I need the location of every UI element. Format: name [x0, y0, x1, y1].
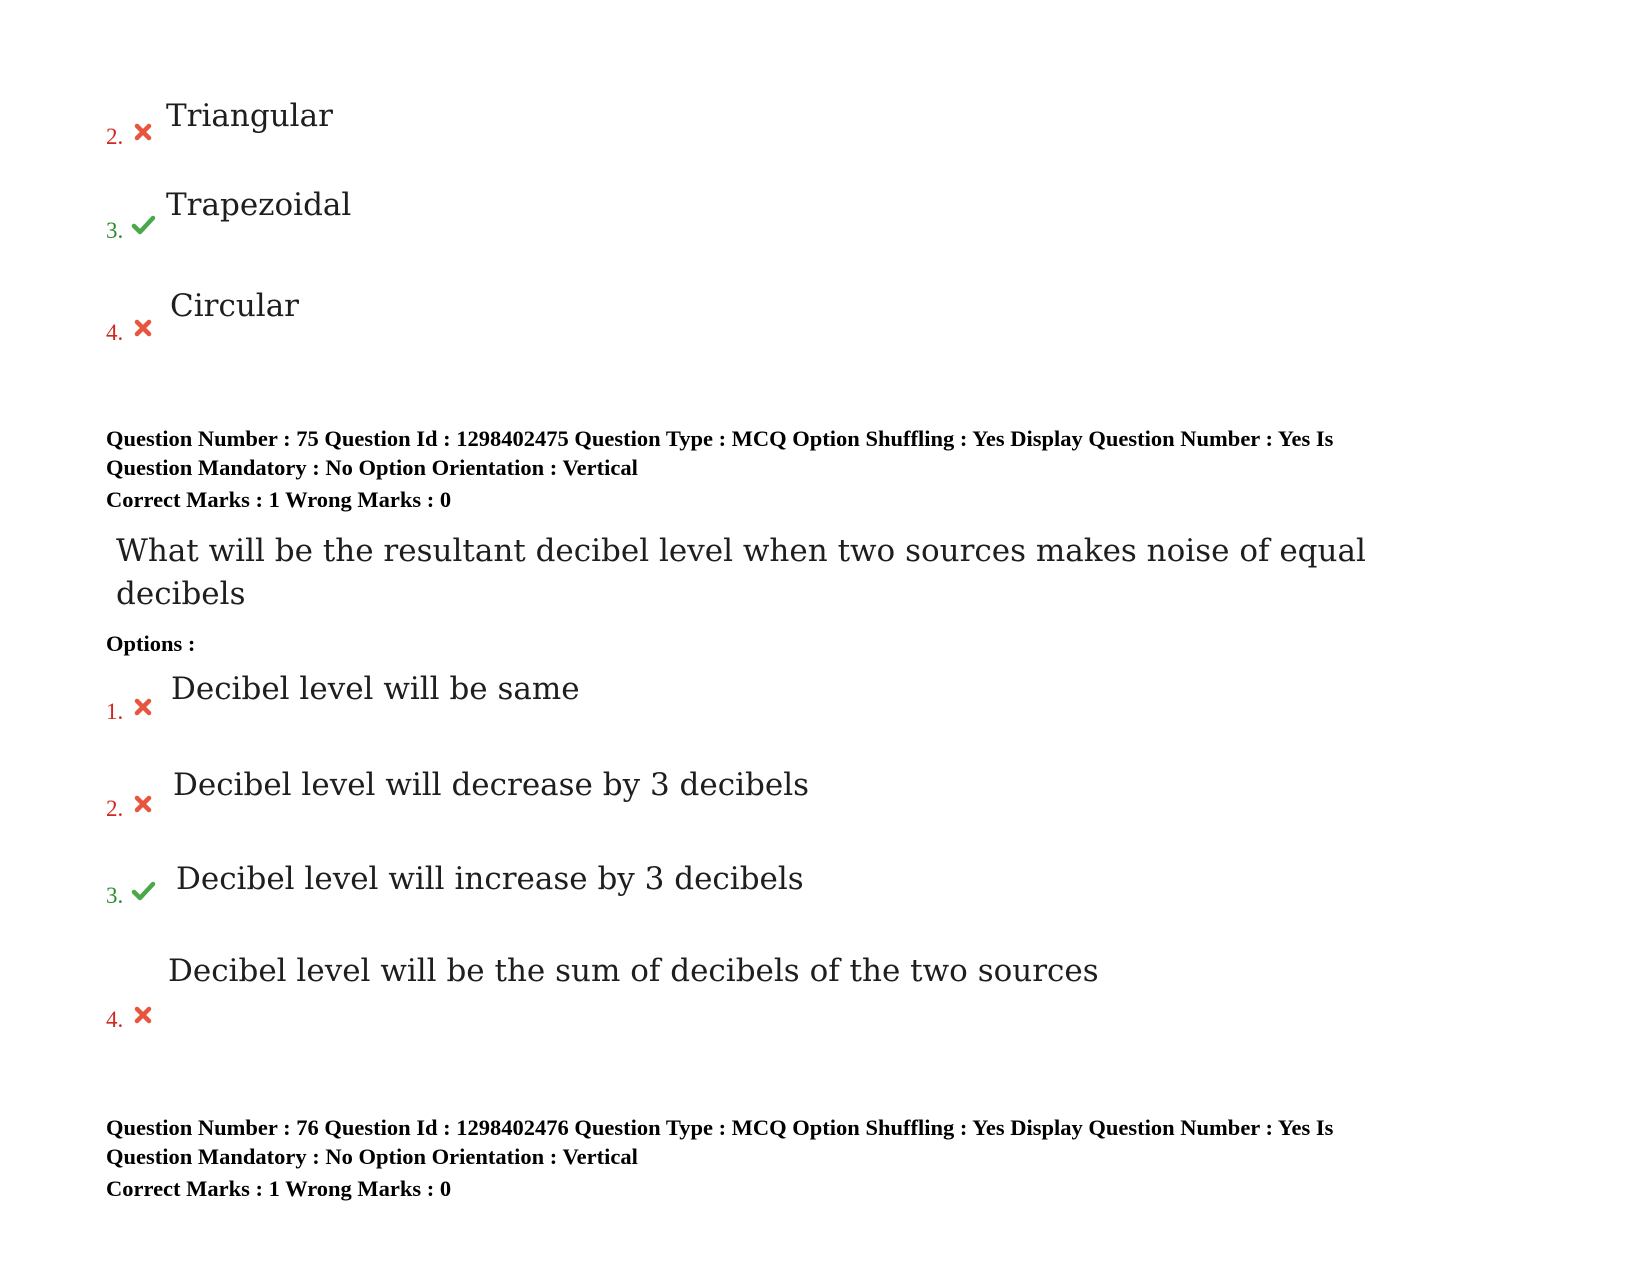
question-75-marks: Correct Marks : 1 Wrong Marks : 0	[106, 487, 452, 512]
options-label: Options :	[106, 631, 196, 656]
option-number: 3.	[106, 218, 124, 243]
check-icon	[130, 879, 156, 903]
option-number: 2.	[106, 796, 124, 821]
cross-icon	[131, 120, 155, 144]
question-76-marks: Correct Marks : 1 Wrong Marks : 0	[106, 1176, 452, 1201]
meta-line: Question Mandatory : No Option Orientation : Vertical	[106, 1144, 638, 1169]
meta-line: Question Number : 75 Question Id : 1298402475 Question Type : MCQ Option Shuffling : Yes Display Question Number : Yes Is	[106, 426, 1334, 451]
question-text-line: decibels	[116, 576, 246, 612]
option-number: 1.	[106, 699, 124, 724]
cross-icon	[131, 792, 155, 816]
option-number: 3.	[106, 883, 124, 908]
cross-icon	[131, 1003, 155, 1027]
question-text-line: What will be the resultant decibel level when two sources makes noise of equal	[116, 533, 1366, 569]
option-text: Decibel level will decrease by 3 decibels	[173, 767, 810, 803]
option-number: 4.	[106, 1007, 124, 1032]
cross-icon	[131, 316, 155, 340]
option-text: Decibel level will be the sum of decibels of the two sources	[168, 953, 1099, 989]
option-number: 2.	[106, 124, 124, 149]
option-text: Trapezoidal	[166, 187, 352, 223]
question-75-text	[116, 530, 1366, 616]
cross-icon	[131, 695, 155, 719]
check-icon	[130, 213, 156, 237]
option-text: Triangular	[166, 98, 333, 134]
option-text: Decibel level will be same	[171, 671, 580, 707]
meta-line: Question Number : 76 Question Id : 1298402476 Question Type : MCQ Option Shuffling : Yes Display Question Number : Yes Is	[106, 1115, 1334, 1140]
option-text: Circular	[170, 288, 299, 324]
question-76-meta	[106, 1113, 1556, 1171]
meta-line: Question Mandatory : No Option Orientation : Vertical	[106, 455, 638, 480]
question-75-meta	[106, 424, 1556, 482]
option-number: 4.	[106, 320, 124, 345]
option-text: Decibel level will increase by 3 decibels	[176, 861, 804, 897]
